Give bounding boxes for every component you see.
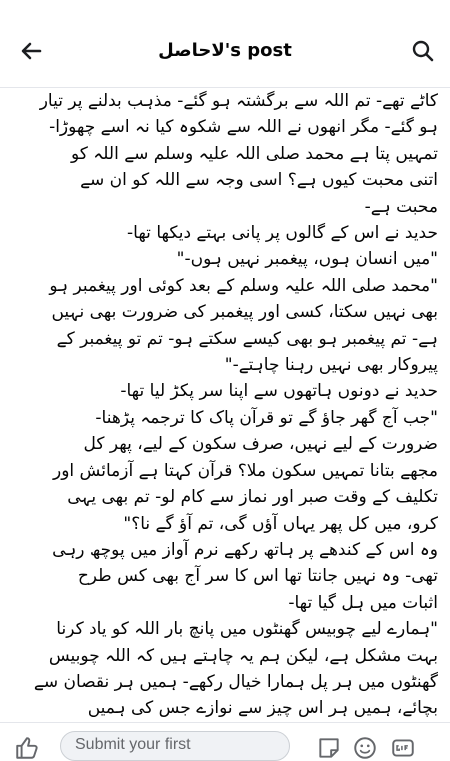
top-bar bbox=[0, 0, 450, 88]
page-title: لاحاصل's post bbox=[158, 40, 292, 61]
post-line: "محمد صلی اللہ علیہ وسلم کے بعد کوئی اور پیغمبر ہو bbox=[49, 275, 438, 296]
thumb-icon[interactable] bbox=[14, 735, 40, 761]
post-line: حدید نے دونوں ہاتھوں سے اپنا سر پکڑ لیا تھا- bbox=[120, 381, 438, 402]
post-line: بہت مشکل ہے، لیکن ہم یہ چاہتے ہیں کہ اللہ چوبیس bbox=[48, 645, 438, 666]
post-line: حدید نے اس کے گالوں پر پانی بہتے دیکھا تھا- bbox=[127, 223, 438, 244]
post-line: بھی نہیں سکتا، کسی اور پیغمبر کی ضرورت بھی نہیں bbox=[51, 302, 438, 323]
comment-bar bbox=[0, 722, 450, 758]
post-line: کرو، میں کل پھر یہاں آؤں گی، تم آؤ گے نا؟" bbox=[123, 513, 438, 534]
comment-input[interactable]: Submit your first bbox=[60, 731, 290, 761]
post-line: "میں انسان ہوں، پیغمبر نہیں ہوں-" bbox=[176, 249, 438, 270]
post-line: ہو گئے- مگر انھوں نے اللہ سے شکوہ کیا نہ اسے چھوڑا- bbox=[49, 117, 438, 138]
arrow-left-icon bbox=[19, 39, 43, 63]
post-line: ضرورت کے لیے نہیں، صرف سکون کے لیے، پھر کل bbox=[83, 434, 438, 455]
post-line: وہ اس کے کندھے پر ہاتھ رکھے نرم آواز میں پوچھ رہی bbox=[52, 539, 438, 560]
post-line: گھنٹوں میں ہر پل ہمارا خیال رکھے- ہمیں ہر نقصان سے bbox=[33, 671, 438, 692]
post-line: اثبات میں ہل گیا تھا- bbox=[288, 592, 438, 613]
post-line: پیروکار بھی نہیں رہنا چاہتے-" bbox=[224, 355, 438, 376]
search-button[interactable] bbox=[406, 34, 440, 68]
post-line: ہے- تم پیغمبر ہو بھی کیسے سکتے ہو- تم تو پیغمبر کے bbox=[56, 328, 438, 349]
search-icon bbox=[411, 39, 435, 63]
post-text bbox=[14, 88, 438, 722]
post-line: تمہیں پتا ہے محمد صلی اللہ علیہ وسلم سے اللہ کو bbox=[71, 143, 438, 164]
post-line: "جب آج گھر جاؤ گے تو قرآن پاک کا ترجمہ پڑھنا- bbox=[95, 407, 438, 428]
back-button[interactable] bbox=[14, 34, 48, 68]
post-line: "ہمارے لیے چوبیس گھنٹوں میں پانچ بار اللہ کو یاد کرنا bbox=[56, 619, 438, 640]
post-line: تکلیف کے وقت صبر اور نماز سے کام لو- تم بھی یہی bbox=[67, 487, 438, 508]
post-line: مجھے بتانا تمہیں سکون ملا؟ قرآن کہتا ہے آزمائش اور bbox=[53, 460, 438, 481]
sticker-icon[interactable] bbox=[316, 735, 342, 761]
post-line: اتنی محبت کیوں ہے؟ اسی وجہ سے اللہ کو ان سے bbox=[80, 170, 438, 191]
emoji-icon[interactable] bbox=[352, 735, 378, 761]
post-line: تھی- وہ نہیں جانتا تھا اس کا سر آج بھی کس طرح bbox=[77, 566, 438, 587]
post-line: کاٹے تھے- تم اللہ سے برگشتہ ہو گئے- مذہب بدلنے پر تیار bbox=[39, 91, 438, 111]
post-line: محبت ہے- bbox=[364, 196, 438, 217]
post-line: بچائے، ہمیں ہر اس چیز سے نوازے جس کی ہمیں bbox=[87, 698, 438, 719]
gif-icon[interactable] bbox=[390, 735, 416, 761]
